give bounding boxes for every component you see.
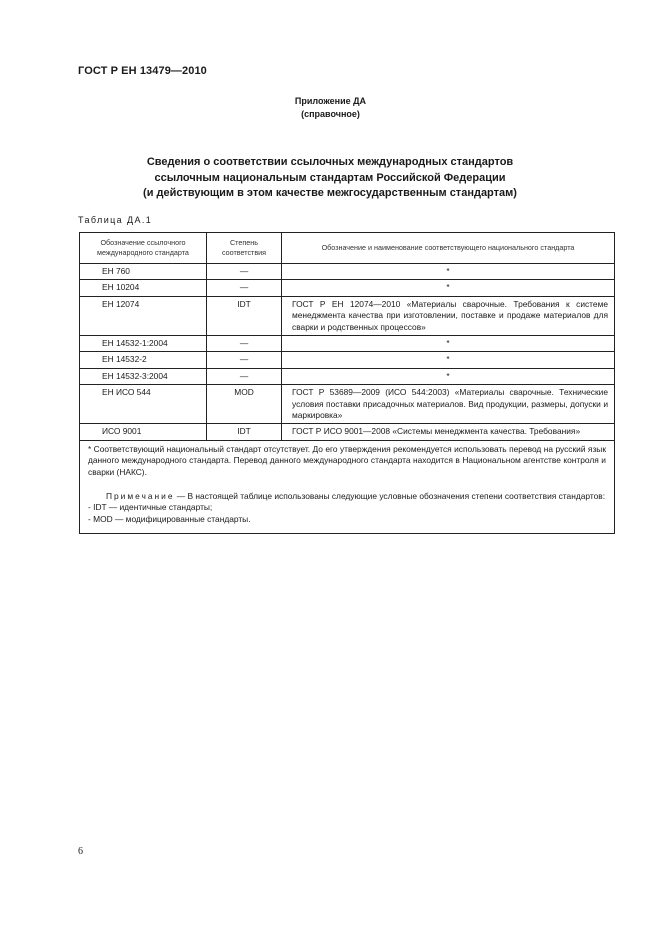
- table-caption: Таблица ДА.1: [78, 215, 153, 225]
- degree-cell: IDT: [207, 424, 282, 440]
- designation-cell: ЕН 10204: [80, 280, 207, 296]
- degree-cell: —: [207, 352, 282, 368]
- national-standard-cell: ГОСТ Р 53689—2009 (ИСО 544:2003) «Материалы сварочные. Технические условия поставки присадочных материалов. Вид продукции, размеры, допуски и маркировка»: [282, 385, 615, 424]
- table-row: [80, 264, 615, 280]
- national-standard-cell: ГОСТ Р ИСО 9001—2008 «Системы менеджмента качества. Требования»: [282, 424, 615, 440]
- table-notes: [80, 440, 615, 534]
- table-row: [80, 280, 615, 296]
- column-header-designation: Обозначение ссылочного международного стандарта: [80, 233, 207, 264]
- table-row: [80, 352, 615, 368]
- degree-cell: —: [207, 280, 282, 296]
- title-line: Сведения о соответствии ссылочных международных стандартов: [146, 156, 514, 168]
- national-standard-cell: *: [282, 336, 615, 352]
- degree-cell: —: [207, 368, 282, 384]
- appendix-heading: [0, 95, 661, 121]
- designation-cell: ИСО 9001: [80, 424, 207, 440]
- degree-cell: —: [207, 264, 282, 280]
- degree-cell: IDT: [207, 296, 282, 335]
- national-standard-cell: *: [282, 368, 615, 384]
- standards-table: [79, 232, 615, 534]
- national-standard-cell: *: [282, 264, 615, 280]
- degree-cell: MOD: [207, 385, 282, 424]
- table-row: [80, 368, 615, 384]
- designation-cell: ЕН 12074: [80, 296, 207, 335]
- note-item: - IDT — идентичные стандарты;: [88, 502, 213, 513]
- designation-cell: ЕН 14532-3:2004: [80, 368, 207, 384]
- designation-cell: ЕН ИСО 544: [80, 385, 207, 424]
- appendix-title: Приложение ДА: [294, 96, 367, 106]
- column-header-national: Обозначение и наименование соответствующего национального стандарта: [282, 233, 615, 264]
- document-header: ГОСТ Р ЕН 13479—2010: [78, 65, 207, 77]
- document-title: [0, 155, 661, 202]
- national-standard-cell: ГОСТ Р ЕН 12074—2010 «Материалы сварочные. Требования к системе менеджмента качества при изготовлении, поставке и продаже материалов для сварки и родственных процессов»: [282, 296, 615, 335]
- note-intro: — В настоящей таблице использованы следующие условные обозначения степени соответствия стандартов:: [174, 490, 606, 501]
- note-label: Примечание: [106, 490, 175, 501]
- designation-cell: ЕН 14532-2: [80, 352, 207, 368]
- table-row: [80, 385, 615, 424]
- table-footnote: * Соответствующий национальный стандарт отсутствует. До его утверждения рекомендуется использовать перевод на русский язык данного международного стандарта. Перевод данного международного стандарта находится в Национальном агентстве контроля и сварки (НАКС).: [88, 443, 606, 478]
- national-standard-cell: *: [282, 352, 615, 368]
- appendix-subtitle: (справочное): [301, 109, 360, 119]
- column-header-degree: Степень соответствия: [207, 233, 282, 264]
- table-row: [80, 296, 615, 335]
- degree-cell: —: [207, 336, 282, 352]
- national-standard-cell: *: [282, 280, 615, 296]
- note-item: - MOD — модифицированные стандарты.: [88, 513, 251, 524]
- title-line: (и действующим в этом качестве межгосударственным стандартам): [143, 187, 517, 199]
- title-line: ссылочным национальным стандартам Российской Федерации: [154, 171, 506, 184]
- designation-cell: ЕН 760: [80, 264, 207, 280]
- page-number: 6: [78, 846, 83, 857]
- table-row: [80, 336, 615, 352]
- table-notes-row: [80, 440, 615, 534]
- table-note: [88, 491, 606, 503]
- designation-cell: ЕН 14532-1:2004: [80, 336, 207, 352]
- table-header-row: [80, 233, 615, 264]
- table-row: [80, 424, 615, 440]
